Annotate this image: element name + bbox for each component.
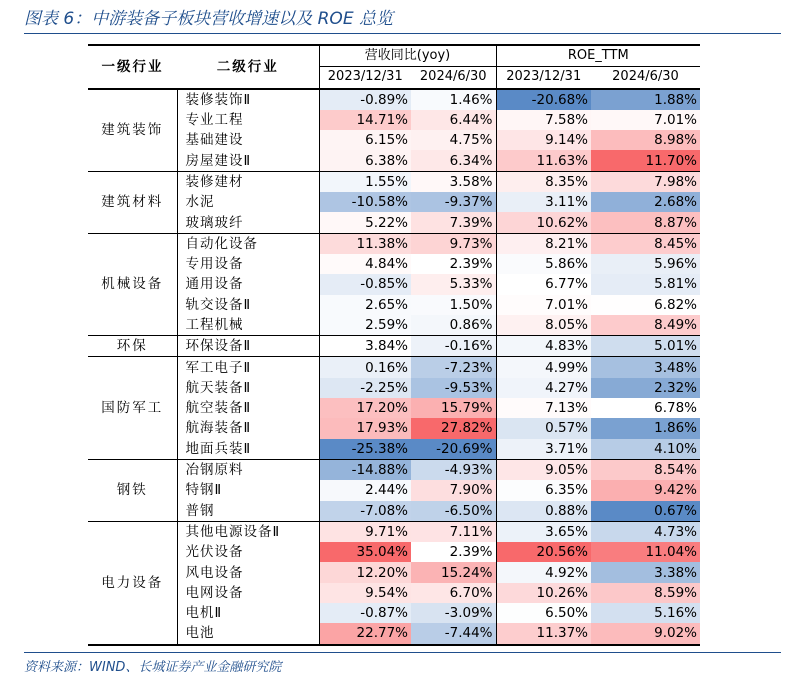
value-cell: 8.59% — [591, 583, 700, 603]
value-cell: 5.01% — [591, 336, 700, 357]
level2-industry: 冶钢原料 — [177, 459, 319, 480]
value-cell: 4.10% — [591, 439, 700, 460]
value-cell: -3.09% — [411, 603, 496, 623]
value-cell: 9.71% — [319, 521, 411, 542]
value-cell: 6.78% — [591, 398, 700, 418]
value-cell: 4.92% — [496, 562, 591, 582]
level2-industry: 水泥 — [177, 192, 319, 212]
value-cell: 5.16% — [591, 603, 700, 623]
level2-industry: 装修装饰Ⅱ — [177, 89, 319, 110]
value-cell: 6.77% — [496, 274, 591, 294]
value-cell: 8.45% — [591, 233, 700, 254]
value-cell: -0.85% — [319, 274, 411, 294]
level2-industry: 航海装备Ⅱ — [177, 418, 319, 438]
value-cell: 4.73% — [591, 521, 700, 542]
value-cell: 6.15% — [319, 130, 411, 150]
value-cell: 4.84% — [319, 254, 411, 274]
level2-industry: 电池 — [177, 623, 319, 644]
level2-industry: 专业工程 — [177, 110, 319, 130]
level1-industry: 建筑装饰 — [88, 89, 177, 172]
table-row — [88, 398, 700, 418]
value-cell: 6.70% — [411, 583, 496, 603]
value-cell: 8.98% — [591, 130, 700, 150]
value-cell: -9.53% — [411, 378, 496, 398]
value-cell: 11.38% — [319, 233, 411, 254]
value-cell: 8.87% — [591, 212, 700, 233]
value-cell: -0.89% — [319, 89, 411, 110]
table-row — [88, 562, 700, 582]
value-cell: 7.58% — [496, 110, 591, 130]
level1-industry: 机械设备 — [88, 233, 177, 335]
value-cell: 5.96% — [591, 254, 700, 274]
header-revenue-yoy: 营收同比(yoy) — [319, 45, 496, 67]
value-cell: -25.38% — [319, 439, 411, 460]
level1-industry: 建筑材料 — [88, 171, 177, 233]
table-row — [88, 459, 700, 480]
table-row — [88, 295, 700, 315]
value-cell: 9.42% — [591, 480, 700, 500]
value-cell: 8.35% — [496, 171, 591, 192]
header-date: 2023/12/31 — [496, 67, 591, 89]
value-cell: 7.01% — [591, 110, 700, 130]
value-cell: 4.99% — [496, 357, 591, 378]
level2-industry: 风电设备 — [177, 562, 319, 582]
value-cell: -0.16% — [411, 336, 496, 357]
value-cell: 11.37% — [496, 623, 591, 644]
level2-industry: 工程机械 — [177, 315, 319, 336]
value-cell: 10.26% — [496, 583, 591, 603]
table-row — [88, 542, 700, 562]
value-cell: 3.65% — [496, 521, 591, 542]
value-cell: 6.50% — [496, 603, 591, 623]
level2-industry: 基础建设 — [177, 130, 319, 150]
value-cell: 4.83% — [496, 336, 591, 357]
value-cell: 27.82% — [411, 418, 496, 438]
level1-industry: 国防军工 — [88, 357, 177, 459]
level2-industry: 航天装备Ⅱ — [177, 378, 319, 398]
industry-table — [88, 44, 700, 646]
level2-industry: 军工电子Ⅱ — [177, 357, 319, 378]
value-cell: 3.71% — [496, 439, 591, 460]
value-cell: 8.05% — [496, 315, 591, 336]
value-cell: 4.27% — [496, 378, 591, 398]
value-cell: -4.93% — [411, 459, 496, 480]
value-cell: 6.82% — [591, 295, 700, 315]
value-cell: 2.39% — [411, 542, 496, 562]
level2-industry: 航空装备Ⅱ — [177, 398, 319, 418]
table-row — [88, 357, 700, 378]
level2-industry: 通用设备 — [177, 274, 319, 294]
level2-industry: 地面兵装Ⅱ — [177, 439, 319, 460]
level2-industry: 专用设备 — [177, 254, 319, 274]
value-cell: 7.01% — [496, 295, 591, 315]
table-row — [88, 212, 700, 233]
header-date: 2023/12/31 — [319, 67, 411, 89]
table-row — [88, 89, 700, 110]
table-row — [88, 171, 700, 192]
value-cell: 9.73% — [411, 233, 496, 254]
value-cell: 2.59% — [319, 315, 411, 336]
table-row — [88, 378, 700, 398]
value-cell: 6.35% — [496, 480, 591, 500]
value-cell: 0.88% — [496, 501, 591, 522]
source-rule — [24, 652, 781, 653]
level2-industry: 电机Ⅱ — [177, 603, 319, 623]
value-cell: 3.58% — [411, 171, 496, 192]
value-cell: 2.65% — [319, 295, 411, 315]
table-row — [88, 501, 700, 522]
value-cell: 3.48% — [591, 357, 700, 378]
value-cell: 0.67% — [591, 501, 700, 522]
value-cell: 9.02% — [591, 623, 700, 644]
value-cell: -7.23% — [411, 357, 496, 378]
table-body — [88, 89, 700, 645]
value-cell: 3.11% — [496, 192, 591, 212]
value-cell: 9.54% — [319, 583, 411, 603]
table-row — [88, 439, 700, 460]
value-cell: 2.32% — [591, 378, 700, 398]
value-cell: 2.68% — [591, 192, 700, 212]
value-cell: 9.05% — [496, 459, 591, 480]
value-cell: 8.49% — [591, 315, 700, 336]
value-cell: 14.71% — [319, 110, 411, 130]
value-cell: 1.55% — [319, 171, 411, 192]
value-cell: 7.90% — [411, 480, 496, 500]
value-cell: 17.20% — [319, 398, 411, 418]
table-row — [88, 583, 700, 603]
header-date: 2024/6/30 — [411, 67, 496, 89]
value-cell: 3.38% — [591, 562, 700, 582]
level2-industry: 其他电源设备Ⅱ — [177, 521, 319, 542]
value-cell: 1.86% — [591, 418, 700, 438]
value-cell: 1.50% — [411, 295, 496, 315]
value-cell: 1.46% — [411, 89, 496, 110]
figure-title: 图表 6：中游装备子板块营收增速以及 ROE 总览 — [24, 9, 393, 29]
value-cell: 11.70% — [591, 150, 700, 171]
value-cell: 0.86% — [411, 315, 496, 336]
value-cell: 3.84% — [319, 336, 411, 357]
value-cell: 11.04% — [591, 542, 700, 562]
level1-industry: 环保 — [88, 336, 177, 357]
value-cell: 4.75% — [411, 130, 496, 150]
value-cell: 11.63% — [496, 150, 591, 171]
level2-industry: 房屋建设Ⅱ — [177, 150, 319, 171]
table-row — [88, 274, 700, 294]
value-cell: 0.16% — [319, 357, 411, 378]
header-level1: 一级行业 — [88, 45, 177, 89]
header-level2: 二级行业 — [177, 45, 319, 89]
level2-industry: 轨交设备Ⅱ — [177, 295, 319, 315]
table-row — [88, 233, 700, 254]
value-cell: 15.24% — [411, 562, 496, 582]
level2-industry: 光伏设备 — [177, 542, 319, 562]
value-cell: -0.87% — [319, 603, 411, 623]
value-cell: 6.38% — [319, 150, 411, 171]
table-row — [88, 480, 700, 500]
value-cell: 35.04% — [319, 542, 411, 562]
value-cell: 5.22% — [319, 212, 411, 233]
header-date: 2024/6/30 — [591, 67, 700, 89]
value-cell: 22.77% — [319, 623, 411, 644]
level2-industry: 装修建材 — [177, 171, 319, 192]
value-cell: 1.88% — [591, 89, 700, 110]
value-cell: 7.39% — [411, 212, 496, 233]
level2-industry: 特钢Ⅱ — [177, 480, 319, 500]
table-row — [88, 603, 700, 623]
source-note: 资料来源：WIND、长城证券产业金融研究院 — [24, 660, 282, 675]
value-cell: -7.08% — [319, 501, 411, 522]
title-rule — [24, 33, 781, 34]
table-row — [88, 521, 700, 542]
value-cell: 20.56% — [496, 542, 591, 562]
value-cell: 6.34% — [411, 150, 496, 171]
value-cell: 5.81% — [591, 274, 700, 294]
value-cell: -7.44% — [411, 623, 496, 644]
value-cell: 6.44% — [411, 110, 496, 130]
level2-industry: 普钢 — [177, 501, 319, 522]
value-cell: 10.62% — [496, 212, 591, 233]
table-row — [88, 315, 700, 336]
value-cell: -10.58% — [319, 192, 411, 212]
table-row — [88, 254, 700, 274]
value-cell: -6.50% — [411, 501, 496, 522]
value-cell: -20.69% — [411, 439, 496, 460]
level2-industry: 玻璃玻纤 — [177, 212, 319, 233]
table-row — [88, 418, 700, 438]
level2-industry: 电网设备 — [177, 583, 319, 603]
table-row — [88, 150, 700, 171]
table-row — [88, 336, 700, 357]
value-cell: 5.33% — [411, 274, 496, 294]
value-cell: 9.14% — [496, 130, 591, 150]
value-cell: 5.86% — [496, 254, 591, 274]
value-cell: -14.88% — [319, 459, 411, 480]
value-cell: 17.93% — [319, 418, 411, 438]
level1-industry: 钢铁 — [88, 459, 177, 521]
value-cell: 7.13% — [496, 398, 591, 418]
value-cell: 7.11% — [411, 521, 496, 542]
value-cell: -2.25% — [319, 378, 411, 398]
level2-industry: 自动化设备 — [177, 233, 319, 254]
table-row — [88, 110, 700, 130]
table-row — [88, 130, 700, 150]
table-row — [88, 623, 700, 644]
value-cell: 12.20% — [319, 562, 411, 582]
value-cell: 2.44% — [319, 480, 411, 500]
level2-industry: 环保设备Ⅱ — [177, 336, 319, 357]
table-row — [88, 192, 700, 212]
value-cell: 2.39% — [411, 254, 496, 274]
value-cell: 0.57% — [496, 418, 591, 438]
value-cell: -9.37% — [411, 192, 496, 212]
level1-industry: 电力设备 — [88, 521, 177, 644]
value-cell: -20.68% — [496, 89, 591, 110]
header-roe-ttm: ROE_TTM — [496, 45, 700, 67]
value-cell: 7.98% — [591, 171, 700, 192]
value-cell: 8.21% — [496, 233, 591, 254]
value-cell: 15.79% — [411, 398, 496, 418]
value-cell: 8.54% — [591, 459, 700, 480]
